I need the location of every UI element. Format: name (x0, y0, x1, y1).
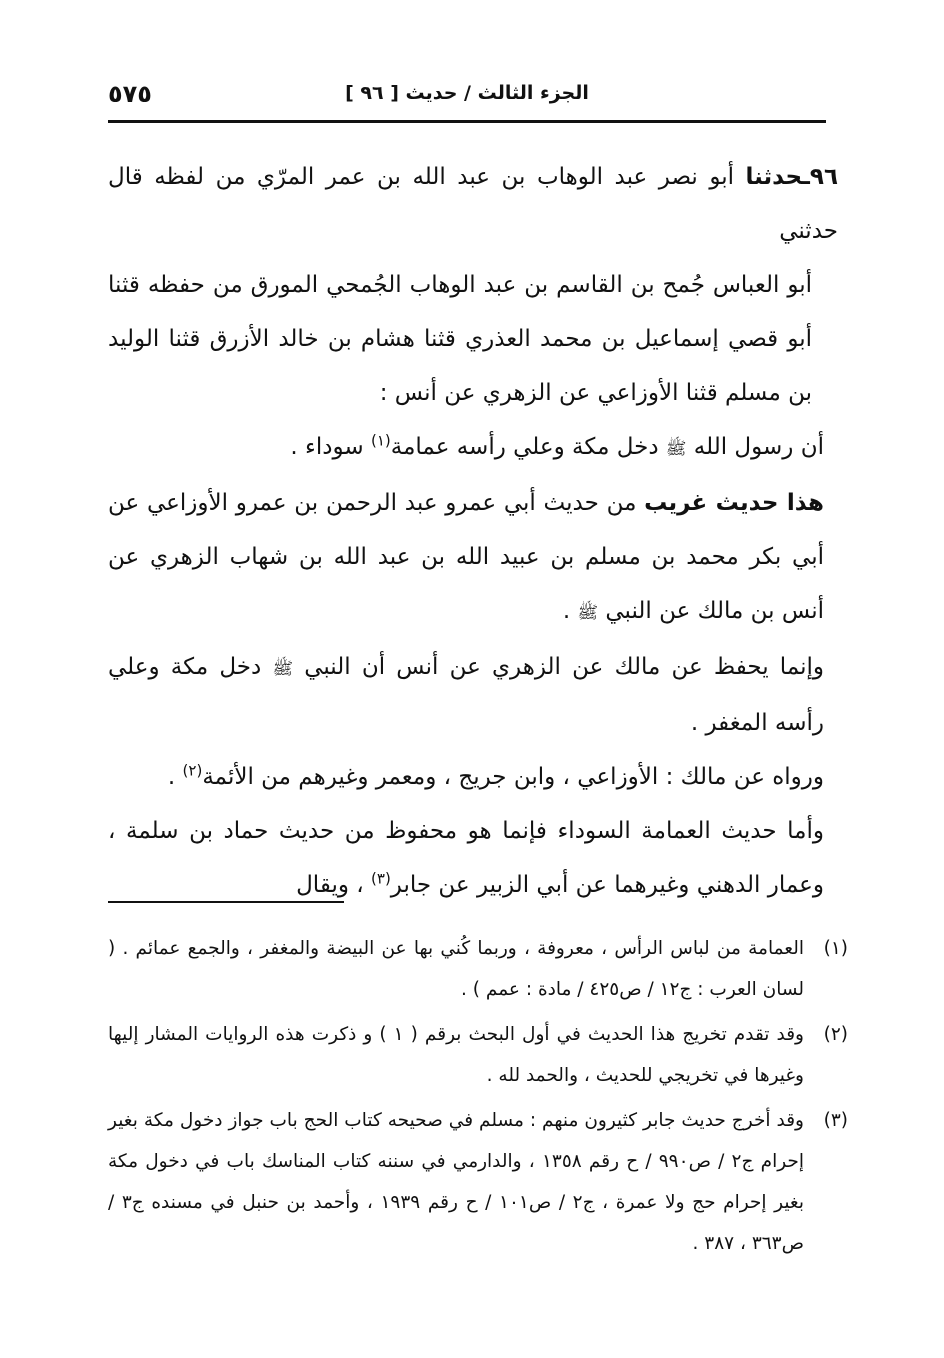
footnote-2 (108, 1014, 848, 1096)
commentary-paragraph-4 (108, 804, 824, 912)
footnote-marker: (٣) (823, 1110, 848, 1131)
commentary-bold-phrase: هذا حديث غريب (644, 490, 825, 516)
commentary-2-after: دخل مكة وعلي رأسه المغفر . (108, 654, 824, 736)
footnote-marker: (١) (823, 938, 848, 959)
matn-before: أن رسول الله (693, 434, 824, 460)
commentary-paragraph-1 (108, 476, 824, 640)
hadith-isnad (108, 258, 812, 420)
hadith-opening-line (108, 150, 838, 258)
page-number: ٥٧٥ (108, 80, 152, 108)
footnote-ref-2: (٢) (182, 761, 203, 780)
main-text (108, 150, 838, 912)
page-header (108, 80, 826, 120)
hadith-opening-word: حدثنا (745, 164, 803, 190)
salla-glyph-3: ﷺ (272, 659, 293, 679)
commentary-paragraph-2 (108, 640, 824, 750)
footnote-1 (108, 928, 848, 1010)
commentary-3-end: . (167, 764, 176, 790)
commentary-1-end: . (562, 598, 571, 624)
footnote-text: وقد أخرج حديث جابر كثيرون منهم : مسلم في صحيحه كتاب الحج باب جواز دخول مكة بغير إحرام ج٢ / ص٩٩٠ / ح رقم ١٣٥٨ ، والدارمي في سننه كتاب المناسك باب في دخول مكة بغير إحرام حج ولا عمرة ، ج٢ / ص١٠١ / ح رقم ١٩٣٩ ، وأحمد بن حنبل في مسنده ج٣ / ص٣٦٣ ، ٣٨٧ . (108, 1110, 804, 1254)
footnote-separator (108, 901, 344, 903)
footnote-text: العمامة من لباس الرأس ، معروفة ، وربما كُني بها عن البيضة والمغفر ، والجمع عمائم . ( لسان العرب : ج١٢ / ص٤٢٥ / مادة : عمم ) . (108, 938, 804, 1000)
commentary-3-text: ورواه عن مالك : الأوزاعي ، وابن جريج ، ومعمر وغيرهم من الأئمة (202, 764, 824, 790)
footnote-ref-1: (١) (370, 431, 391, 450)
commentary-2-before: وإنما يحفظ عن مالك عن الزهري عن أنس أن النبي (304, 654, 825, 680)
footnote-3 (108, 1100, 848, 1264)
matn-after: دخل مكة وعلي رأسه عمامة (390, 434, 659, 460)
footnote-text: وقد تقدم تخريج هذا الحديث في أول البحث برقم ( ١ ) و ذكرت هذه الروايات المشار إليها وغيرها في تخريجي للحديث ، والحمد لله . (108, 1024, 804, 1086)
matn-end: سوداء . (290, 434, 364, 460)
hadith-line1: أبو نصر عبد الوهاب بن عبد الله بن عمر المرّي من لفظه قال حدثني (108, 164, 838, 244)
commentary-1-text: من حديث أبي عمرو عبد الرحمن بن عمرو الأوزاعي عن أبي بكر محمد بن مسلم بن عبيد الله بن عبد الله بن شهاب الزهري عن أنس بن مالك عن النبي (108, 490, 824, 624)
header-rule (108, 120, 826, 123)
footnote-marker: (٢) (823, 1024, 848, 1045)
salla-glyph-1: ﷺ (665, 439, 687, 459)
footnote-ref-3: (٣) (371, 869, 391, 888)
hadith-number: ٩٦ـ (802, 164, 838, 190)
commentary-4-text: وأما حديث العمامة السوداء فإنما هو محفوظ من حديث حماد بن سلمة ، وعمار الدهني وغيرهما عن أبي الزبير عن جابر (108, 818, 824, 898)
hadith-isnad-text: أبو العباس جُمح بن القاسم بن عبد الوهاب الجُمحي المورق من حفظه قثنا أبو قصي إسماعيل بن محمد العذري قثنا هشام بن خالد الأزرق قثنا الوليد بن مسلم قثنا الأوزاعي عن الزهري عن أنس : (108, 272, 812, 406)
salla-glyph-2: ﷺ (577, 603, 599, 623)
footnotes (108, 928, 848, 1268)
commentary-paragraph-3 (108, 750, 824, 804)
hadith-matn (108, 420, 824, 476)
commentary-4-end: ، ويقال (296, 872, 364, 898)
running-title: الجزء الثالث / حديث [ ٩٦ ] (345, 82, 589, 104)
